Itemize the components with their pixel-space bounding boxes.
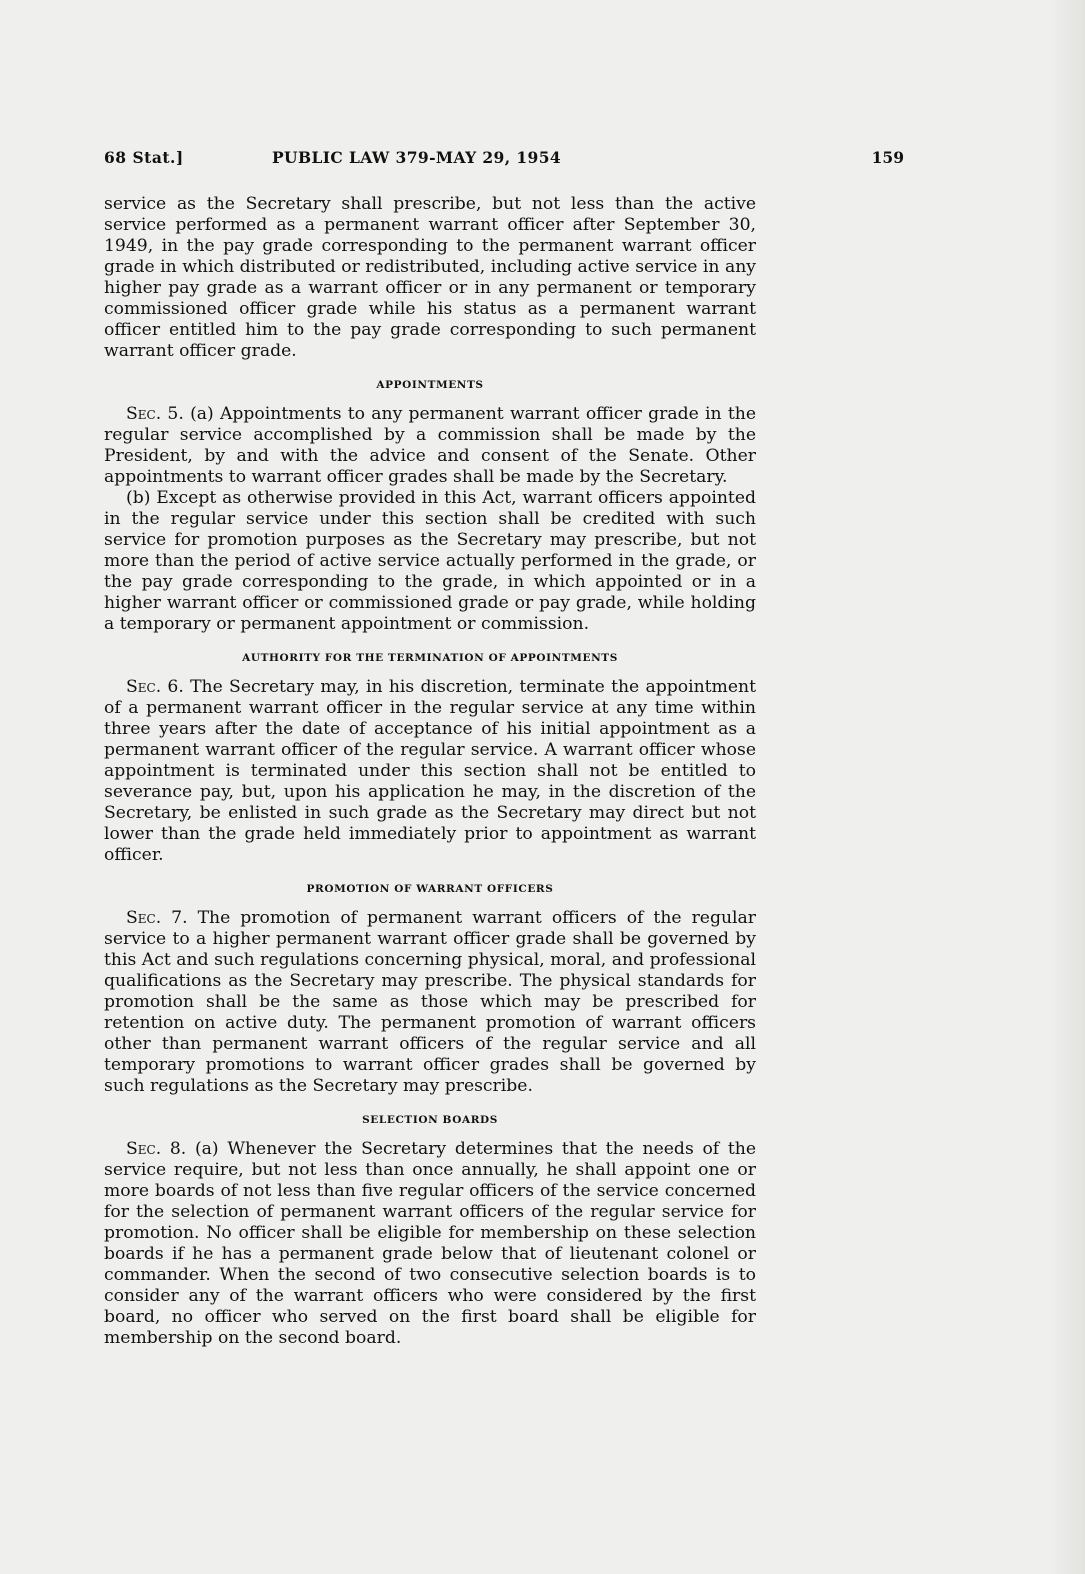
page-header: [104, 148, 904, 172]
paragraph-sec-5b: (b) Except as otherwise provided in this Act, warrant officers appointed in the regular service under this section shall be credited with such service for promotion purposes as the Secretary may prescribe, but not more than the period of active service actually performed in the grade, or the pay grade corresponding to the grade, in which appointed or in a higher warrant officer or commissioned grade or pay grade, while holding a temporary or permanent appointment or commission.: [104, 488, 756, 634]
page-number: 159: [871, 148, 904, 167]
paragraph-text: (a) Whenever the Secretary determines that the needs of the service require, but not less than once annually, he shall appoint one or more boards of not less than five regular officers of the service concerned for the selection of permanent warrant officers of the regular service for promotion. No officer shall be eligible for membership on these selection boards if he has a permanent grade below that of lieutenant colonel or commander. When the second of two consecutive selection boards is to consider any of the warrant officers who were considered by the first board, no officer who served on the first board shall be eligible for membership on the second board.: [104, 1139, 757, 1348]
paragraph-sec-8a: [104, 1139, 756, 1349]
paragraph-text: The promotion of permanent warrant officers of the regular service to a higher permanent warrant officer grade shall be governed by this Act and such regulations concerning physical, moral, and professional qualifications as the Secretary may prescribe. The physical standards for promotion shall be the same as those which may be prescribed for retention on active duty. The permanent promotion of warrant officers other than permanent warrant officers of the regular service and all temporary promotions to warrant officer grades shall be governed by such regulations as the Secretary may prescribe.: [104, 908, 756, 1096]
running-title: PUBLIC LAW 379-MAY 29, 1954: [272, 148, 562, 167]
paragraph-sec-6: [104, 677, 756, 866]
paragraph-text: (a) Appointments to any permanent warrant officer grade in the regular service accomplished by a commission shall be made by the President, by and with the advice and consent of the Senate. Other appointments to warrant officer grades shall be made by the Secretary.: [104, 404, 756, 487]
volume-citation: 68 Stat.]: [104, 148, 184, 167]
section-label: Sec. 7.: [126, 908, 188, 928]
heading-promotion: PROMOTION OF WARRANT OFFICERS: [306, 883, 554, 895]
page-body: [104, 194, 756, 1349]
heading-termination: AUTHORITY FOR THE TERMINATION OF APPOINTMENTS: [242, 652, 618, 664]
paragraph-text: The Secretary may, in his discretion, terminate the appointment of a permanent warrant officer in the regular service at any time within three years after the date of acceptance of his initial appointment as a permanent warrant officer of the regular service. A warrant officer whose appointment is terminated under this section shall not be entitled to severance pay, but, upon his application he may, in the discretion of the Secretary, be enlisted in such grade as the Secretary may direct but not lower than the grade held immediately prior to appointment as warrant officer.: [104, 677, 757, 865]
paragraph-continuation: service as the Secretary shall prescribe, but not less than the active service performed as a permanent warrant officer after September 30, 1949, in the pay grade corresponding to the permanent warrant officer grade in which distributed or redistributed, including active service in any higher pay grade as a warrant officer or in any permanent or temporary commissioned officer grade while his status as a permanent warrant officer entitled him to the pay grade corresponding to such permanent warrant officer grade.: [104, 194, 756, 361]
section-label: Sec. 5.: [126, 404, 184, 424]
heading-appointments: APPOINTMENTS: [376, 379, 484, 391]
paragraph-sec-7: [104, 908, 756, 1097]
heading-selection-boards: SELECTION BOARDS: [362, 1114, 498, 1126]
section-label: Sec. 8.: [126, 1139, 187, 1159]
paragraph-sec-5a: [104, 404, 756, 488]
section-label: Sec. 6.: [126, 677, 184, 697]
